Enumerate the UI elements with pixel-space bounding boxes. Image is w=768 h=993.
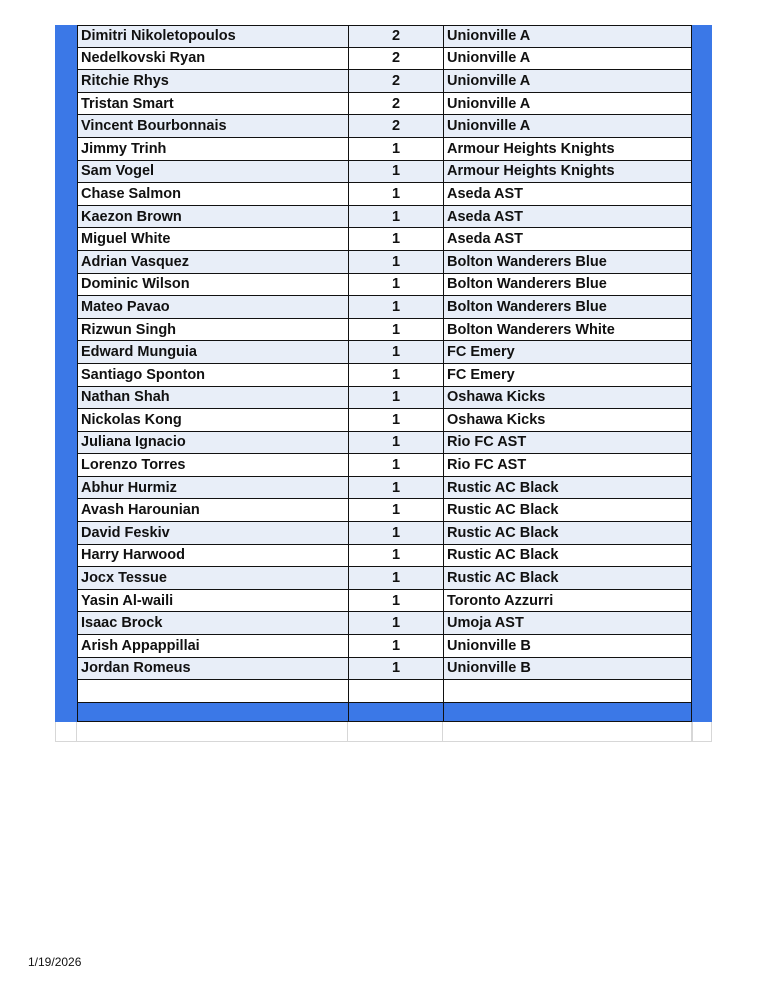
table-row: [55, 93, 712, 116]
table-row: [55, 115, 712, 138]
team-cell[interactable]: Aseda AST: [443, 183, 692, 206]
goals-cell[interactable]: 1: [348, 183, 443, 206]
goals-cell[interactable]: 2: [348, 70, 443, 93]
row-edge-left: [55, 567, 77, 590]
row-edge-right: [692, 206, 712, 229]
row-edge-right: [692, 319, 712, 342]
goals-cell[interactable]: 1: [348, 522, 443, 545]
player-name-cell[interactable]: Juliana Ignacio: [77, 432, 348, 455]
table-row: [55, 228, 712, 251]
row-edge-left: [55, 658, 77, 681]
row-edge-right: [692, 296, 712, 319]
empty-cell[interactable]: [443, 680, 692, 703]
team-cell[interactable]: Unionville A: [443, 70, 692, 93]
goals-cell[interactable]: 1: [348, 590, 443, 613]
goals-cell[interactable]: 1: [348, 477, 443, 500]
row-edge-left: [55, 161, 77, 184]
player-name-cell[interactable]: Nedelkovski Ryan: [77, 48, 348, 71]
goals-cell[interactable]: 2: [348, 93, 443, 116]
table-row: [55, 319, 712, 342]
empty-cell[interactable]: [443, 722, 692, 742]
team-cell[interactable]: Bolton Wanderers Blue: [443, 274, 692, 297]
empty-cell[interactable]: [77, 722, 348, 742]
row-edge-left: [55, 364, 77, 387]
player-name-cell[interactable]: Harry Harwood: [77, 545, 348, 568]
team-cell[interactable]: Toronto Azzurri: [443, 590, 692, 613]
goals-cell[interactable]: 1: [348, 161, 443, 184]
team-cell[interactable]: FC Emery: [443, 364, 692, 387]
table-row: [55, 477, 712, 500]
goals-cell[interactable]: 1: [348, 658, 443, 681]
empty-cell[interactable]: [348, 703, 443, 722]
player-name-cell[interactable]: Jordan Romeus: [77, 658, 348, 681]
row-edge-left: [55, 228, 77, 251]
table-row: [55, 206, 712, 229]
player-name-cell[interactable]: David Feskiv: [77, 522, 348, 545]
team-cell[interactable]: Bolton Wanderers Blue: [443, 251, 692, 274]
goals-cell[interactable]: 1: [348, 364, 443, 387]
row-edge-right: [692, 251, 712, 274]
row-edge-right: [692, 161, 712, 184]
player-name-cell[interactable]: Chase Salmon: [77, 183, 348, 206]
player-name-cell[interactable]: Kaezon Brown: [77, 206, 348, 229]
player-name-cell[interactable]: Mateo Pavao: [77, 296, 348, 319]
empty-row: [55, 680, 712, 703]
row-edge-left: [55, 545, 77, 568]
team-cell[interactable]: Rustic AC Black: [443, 545, 692, 568]
table-row: [55, 25, 712, 48]
grid-row: [55, 722, 712, 742]
row-edge-right: [692, 590, 712, 613]
player-name-cell[interactable]: Rizwun Singh: [77, 319, 348, 342]
row-edge-left: [55, 93, 77, 116]
row-edge-right: [692, 612, 712, 635]
goals-cell[interactable]: 1: [348, 251, 443, 274]
team-cell[interactable]: Bolton Wanderers Blue: [443, 296, 692, 319]
team-cell[interactable]: Unionville A: [443, 115, 692, 138]
row-edge-right: [692, 477, 712, 500]
goals-cell[interactable]: 1: [348, 296, 443, 319]
empty-cell[interactable]: [443, 703, 692, 722]
row-edge-left: [55, 70, 77, 93]
row-edge-right: [692, 499, 712, 522]
row-edge-right: [692, 274, 712, 297]
team-cell[interactable]: Armour Heights Knights: [443, 161, 692, 184]
player-name-cell[interactable]: Santiago Sponton: [77, 364, 348, 387]
blue-band-row: [55, 703, 712, 722]
table-row: [55, 251, 712, 274]
row-edge-left: [55, 454, 77, 477]
row-edge-right: [692, 522, 712, 545]
table-row: [55, 590, 712, 613]
row-edge-left: [55, 25, 77, 48]
table-row: [55, 454, 712, 477]
player-name-cell[interactable]: Ritchie Rhys: [77, 70, 348, 93]
empty-cell[interactable]: [77, 680, 348, 703]
player-name-cell[interactable]: Sam Vogel: [77, 161, 348, 184]
row-edge-right: [692, 545, 712, 568]
empty-cell[interactable]: [348, 722, 443, 742]
team-cell[interactable]: Unionville A: [443, 93, 692, 116]
team-cell[interactable]: Rio FC AST: [443, 432, 692, 455]
table-row: [55, 522, 712, 545]
row-edge-right: [692, 454, 712, 477]
row-edge-right: [692, 364, 712, 387]
row-edge-left: [55, 522, 77, 545]
table-row: [55, 387, 712, 410]
player-name-cell[interactable]: Avash Harounian: [77, 499, 348, 522]
row-edge-right: [692, 722, 712, 742]
row-edge-right: [692, 432, 712, 455]
table-row: [55, 499, 712, 522]
table-row: [55, 409, 712, 432]
row-edge-left: [55, 703, 77, 722]
row-edge-right: [692, 635, 712, 658]
row-edge-left: [55, 296, 77, 319]
table-row: [55, 364, 712, 387]
row-edge-right: [692, 387, 712, 410]
goals-cell[interactable]: 1: [348, 454, 443, 477]
row-edge-left: [55, 206, 77, 229]
row-edge-left: [55, 319, 77, 342]
team-cell[interactable]: Aseda AST: [443, 228, 692, 251]
goals-cell[interactable]: 2: [348, 48, 443, 71]
row-edge-right: [692, 228, 712, 251]
table-row: [55, 274, 712, 297]
team-cell[interactable]: Unionville B: [443, 658, 692, 681]
table-row: [55, 183, 712, 206]
player-name-cell[interactable]: Nathan Shah: [77, 387, 348, 410]
goals-cell[interactable]: 1: [348, 274, 443, 297]
row-edge-left: [55, 138, 77, 161]
goals-cell[interactable]: 1: [348, 567, 443, 590]
row-edge-right: [692, 70, 712, 93]
row-edge-left: [55, 680, 77, 703]
team-cell[interactable]: Oshawa Kicks: [443, 409, 692, 432]
goals-cell[interactable]: 1: [348, 341, 443, 364]
player-name-cell[interactable]: Nickolas Kong: [77, 409, 348, 432]
player-name-cell[interactable]: Yasin Al-waili: [77, 590, 348, 613]
table-row: [55, 658, 712, 681]
table-row: [55, 341, 712, 364]
row-edge-right: [692, 183, 712, 206]
row-edge-right: [692, 409, 712, 432]
table-row: [55, 635, 712, 658]
goals-cell[interactable]: 1: [348, 612, 443, 635]
row-edge-right: [692, 48, 712, 71]
team-cell[interactable]: Unionville A: [443, 25, 692, 48]
team-cell[interactable]: Rio FC AST: [443, 454, 692, 477]
goals-cell[interactable]: 1: [348, 138, 443, 161]
row-edge-left: [55, 590, 77, 613]
goals-cell[interactable]: 1: [348, 319, 443, 342]
row-edge-left: [55, 274, 77, 297]
team-cell[interactable]: Oshawa Kicks: [443, 387, 692, 410]
row-edge-left: [55, 722, 77, 742]
row-edge-right: [692, 680, 712, 703]
player-name-cell[interactable]: Jocx Tessue: [77, 567, 348, 590]
player-name-cell[interactable]: Lorenzo Torres: [77, 454, 348, 477]
goals-cell[interactable]: 1: [348, 545, 443, 568]
player-name-cell[interactable]: Dominic Wilson: [77, 274, 348, 297]
goals-cell[interactable]: 2: [348, 25, 443, 48]
table-row: [55, 545, 712, 568]
goals-cell[interactable]: 1: [348, 387, 443, 410]
table-row: [55, 432, 712, 455]
print-date: 1/19/2026: [28, 955, 82, 969]
table-row: [55, 138, 712, 161]
row-edge-right: [692, 703, 712, 722]
player-name-cell[interactable]: Isaac Brock: [77, 612, 348, 635]
table-row: [55, 296, 712, 319]
row-edge-left: [55, 115, 77, 138]
table-row: [55, 70, 712, 93]
row-edge-left: [55, 432, 77, 455]
goals-cell[interactable]: 1: [348, 635, 443, 658]
row-edge-left: [55, 635, 77, 658]
team-cell[interactable]: Umoja AST: [443, 612, 692, 635]
row-edge-right: [692, 658, 712, 681]
team-cell[interactable]: Bolton Wanderers White: [443, 319, 692, 342]
table-row: [55, 161, 712, 184]
row-edge-left: [55, 409, 77, 432]
row-edge-left: [55, 499, 77, 522]
goals-cell[interactable]: 1: [348, 432, 443, 455]
player-name-cell[interactable]: Abhur Hurmiz: [77, 477, 348, 500]
row-edge-left: [55, 477, 77, 500]
player-name-cell[interactable]: Edward Munguia: [77, 341, 348, 364]
player-name-cell[interactable]: Miguel White: [77, 228, 348, 251]
row-edge-left: [55, 48, 77, 71]
player-name-cell[interactable]: Tristan Smart: [77, 93, 348, 116]
spreadsheet-table: [55, 25, 712, 742]
team-cell[interactable]: FC Emery: [443, 341, 692, 364]
empty-cell[interactable]: [348, 680, 443, 703]
goals-cell[interactable]: 1: [348, 499, 443, 522]
team-cell[interactable]: Unionville A: [443, 48, 692, 71]
row-edge-left: [55, 183, 77, 206]
row-edge-left: [55, 251, 77, 274]
team-cell[interactable]: Aseda AST: [443, 206, 692, 229]
player-name-cell[interactable]: Arish Appappillai: [77, 635, 348, 658]
player-name-cell[interactable]: Jimmy Trinh: [77, 138, 348, 161]
row-edge-right: [692, 25, 712, 48]
team-cell[interactable]: Rustic AC Black: [443, 567, 692, 590]
row-edge-left: [55, 387, 77, 410]
row-edge-right: [692, 93, 712, 116]
row-edge-right: [692, 341, 712, 364]
team-cell[interactable]: Rustic AC Black: [443, 499, 692, 522]
player-name-cell[interactable]: Adrian Vasquez: [77, 251, 348, 274]
empty-cell[interactable]: [77, 703, 348, 722]
table-row: [55, 48, 712, 71]
goals-cell[interactable]: 2: [348, 115, 443, 138]
row-edge-left: [55, 341, 77, 364]
team-cell[interactable]: Unionville B: [443, 635, 692, 658]
team-cell[interactable]: Rustic AC Black: [443, 522, 692, 545]
team-cell[interactable]: Rustic AC Black: [443, 477, 692, 500]
goals-cell[interactable]: 1: [348, 206, 443, 229]
row-edge-right: [692, 567, 712, 590]
table-row: [55, 567, 712, 590]
row-edge-right: [692, 115, 712, 138]
player-name-cell[interactable]: Vincent Bourbonnais: [77, 115, 348, 138]
row-edge-right: [692, 138, 712, 161]
team-cell[interactable]: Armour Heights Knights: [443, 138, 692, 161]
goals-cell[interactable]: 1: [348, 228, 443, 251]
player-name-cell[interactable]: Dimitri Nikoletopoulos: [77, 25, 348, 48]
table-row: [55, 612, 712, 635]
goals-cell[interactable]: 1: [348, 409, 443, 432]
row-edge-left: [55, 612, 77, 635]
